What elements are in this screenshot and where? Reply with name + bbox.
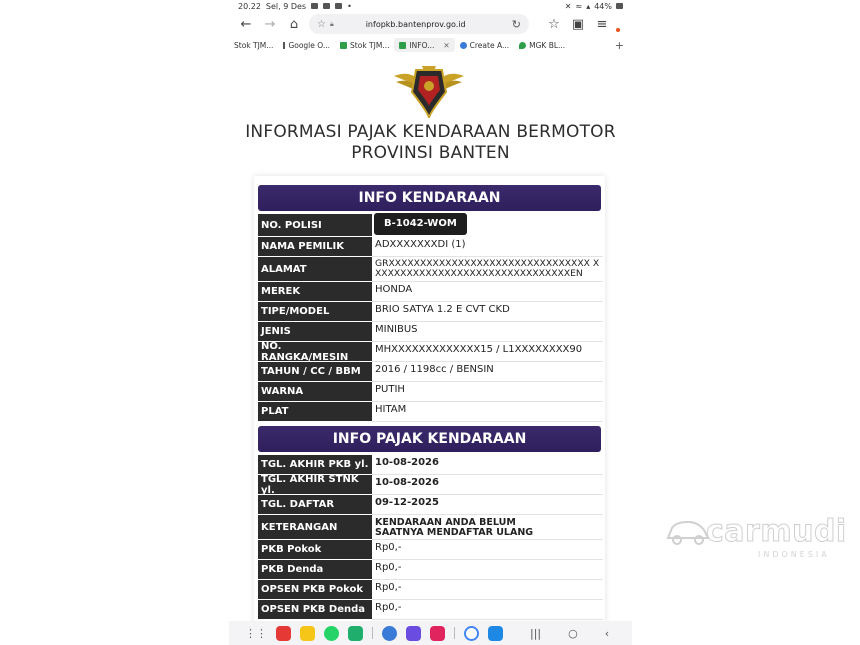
row-value: Rp0,- <box>372 580 603 600</box>
tab-5[interactable] <box>514 38 570 52</box>
tab-label: INFO... <box>409 40 435 50</box>
tab-3-active[interactable] <box>394 38 454 52</box>
tab-2[interactable] <box>335 38 394 52</box>
app-icon-yellow[interactable] <box>300 626 315 641</box>
battery-icon <box>616 3 623 9</box>
row-label: OPSEN PKB Pokok <box>258 580 372 600</box>
row-label: TAHUN / CC / BBM <box>258 362 372 382</box>
row-opsen-pkb-pokok <box>258 580 603 600</box>
row-no-polisi <box>258 214 603 237</box>
mute-icon: ✕ <box>564 1 572 11</box>
row-label: PKB Pokok <box>258 540 372 560</box>
row-value: GRXXXXXXXXXXXXXXXXXXXXXXXXXXXXXXXX XXXXXXXXXXXXXXXXXXXXXXXXXXXXXXXXEN <box>372 257 603 282</box>
page-title-line2: PROVINSI BANTEN <box>351 143 510 163</box>
section-header-info-kendaraan: INFO KENDARAAN <box>258 185 601 211</box>
tab-favicon-icon <box>283 42 285 49</box>
status-date: Sel, 9 Des <box>265 1 307 11</box>
tabs-overview-icon[interactable]: ▣ <box>571 16 585 32</box>
new-tab-icon[interactable]: + <box>614 38 624 52</box>
reload-icon[interactable]: ↻ <box>511 17 521 31</box>
row-keterangan <box>258 515 603 540</box>
row-label: NO. RANGKA/MESIN <box>258 342 372 362</box>
app-icon-red[interactable] <box>276 626 291 641</box>
app-grid-icon[interactable]: ⋮⋮ <box>245 626 267 640</box>
back-arrow-icon[interactable]: ← <box>240 16 252 32</box>
lock-icon[interactable]: 🔒︎ <box>329 19 334 28</box>
row-value: 2016 / 1198cc / BENSIN <box>372 362 603 382</box>
tab-1[interactable] <box>278 38 335 52</box>
menu-badge-dot <box>616 28 620 32</box>
row-tgl-daftar <box>258 495 603 515</box>
row-value: KENDARAAN ANDA BELUM SAATNYA MENDAFTAR ULANG <box>372 515 603 540</box>
edge-favicon-icon <box>460 42 467 49</box>
favorite-star-icon[interactable]: ☆ <box>548 16 560 32</box>
row-tipe-model <box>258 302 603 322</box>
messages-icon[interactable] <box>382 626 397 641</box>
tab-label: Create A... <box>469 40 510 50</box>
home-button-icon[interactable]: ○ <box>568 626 578 640</box>
tablet-screen <box>229 0 632 645</box>
row-label: TGL. AKHIR PKB yl. <box>258 455 372 475</box>
bookmark-star-icon[interactable]: ☆ <box>317 18 326 30</box>
row-pkb-denda <box>258 560 603 580</box>
wifi-icon: ≈ <box>575 1 583 11</box>
tab-4[interactable] <box>455 38 514 52</box>
whatsapp-icon[interactable] <box>324 626 339 641</box>
url-text[interactable]: infopkb.bantenprov.go.id <box>365 19 466 29</box>
web-page <box>229 54 632 621</box>
bottom-nav-bar <box>229 621 632 645</box>
row-label: TIPE/MODEL <box>258 302 372 322</box>
row-warna <box>258 382 603 402</box>
row-value: HONDA <box>372 282 603 302</box>
status-bar <box>229 0 632 12</box>
vehicle-info-card <box>254 176 605 636</box>
app-icon-pink[interactable] <box>430 626 445 641</box>
watermark-brand: carmudi <box>706 514 847 549</box>
row-tahun-cc-bbm <box>258 362 603 382</box>
back-button-icon[interactable]: ‹ <box>604 626 610 640</box>
dock-divider <box>372 627 373 639</box>
tab-label: MGK BL... <box>529 40 566 50</box>
row-plat <box>258 402 603 422</box>
row-value: 10-08-2026 <box>372 475 603 495</box>
samsat-logo-icon <box>392 62 466 120</box>
row-label: PLAT <box>258 402 372 422</box>
app-icon-blue[interactable] <box>488 626 503 641</box>
sheets-favicon-icon <box>340 42 347 49</box>
tab-label: Stok TJM... <box>350 40 390 50</box>
row-label: TGL. DAFTAR <box>258 495 372 515</box>
watermark-sub: INDONESIA <box>758 550 830 559</box>
plate-number-badge: B-1042-WOM <box>374 213 467 235</box>
row-label: OPSEN PKB Denda <box>258 600 372 620</box>
tab-0[interactable] <box>229 38 278 52</box>
row-label: WARNA <box>258 382 372 402</box>
maps-pin-favicon-icon <box>519 42 526 49</box>
tab-label: Google O... <box>288 40 331 50</box>
row-alamat <box>258 257 603 282</box>
mail-icon <box>311 3 318 9</box>
row-value: MHXXXXXXXXXXXXX15 / L1XXXXXXXX90 <box>372 342 603 362</box>
app-icon-purple[interactable] <box>406 626 421 641</box>
row-value: Rp0,- <box>372 560 603 580</box>
row-label: TGL. AKHIR STNK yl. <box>258 475 372 495</box>
signal-icon: ▴ <box>586 1 591 11</box>
row-label: KETERANGAN <box>258 515 372 540</box>
row-label: ALAMAT <box>258 257 372 282</box>
gallery-icon <box>323 3 330 9</box>
row-tgl-akhir-pkb <box>258 455 603 475</box>
recents-icon[interactable]: ||| <box>530 626 542 640</box>
row-label: NAMA PEMILIK <box>258 237 372 257</box>
status-time: 20.22 <box>238 1 261 11</box>
tab-label: Stok TJM... <box>234 40 274 50</box>
sheets-favicon-icon <box>399 42 406 49</box>
row-value: HITAM <box>372 402 603 422</box>
row-value: ADXXXXXXXDI (1) <box>372 237 603 257</box>
browser-toolbar <box>229 12 632 36</box>
row-value: MINIBUS <box>372 322 603 342</box>
cloud-icon <box>335 3 342 9</box>
row-merek <box>258 282 603 302</box>
row-opsen-pkb-denda <box>258 600 603 620</box>
row-value: Rp0,- <box>372 600 603 620</box>
row-value: PUTIH <box>372 382 603 402</box>
row-value: Rp0,- <box>372 540 603 560</box>
car-logo-icon <box>666 516 710 550</box>
row-value <box>372 214 603 237</box>
carmudi-watermark <box>666 510 846 570</box>
row-no-rangka-mesin <box>258 342 603 362</box>
row-value: 09-12-2025 <box>372 495 603 515</box>
page-title-line1: INFORMASI PAJAK KENDARAAN BERMOTOR <box>245 122 616 142</box>
row-tgl-akhir-stnk <box>258 475 603 495</box>
row-value: 10-08-2026 <box>372 455 603 475</box>
row-pkb-pokok <box>258 540 603 560</box>
battery-level: 44% <box>594 1 612 11</box>
page-title <box>229 122 632 164</box>
row-label: JENIS <box>258 322 372 342</box>
section-header-info-pajak: INFO PAJAK KENDARAAN <box>258 426 601 452</box>
menu-icon[interactable]: ≡ <box>596 16 608 32</box>
row-value: BRIO SATYA 1.2 E CVT CKD <box>372 302 603 322</box>
app-icon-green[interactable] <box>348 626 363 641</box>
home-icon[interactable]: ⌂ <box>289 16 299 32</box>
close-tab-icon[interactable]: ✕ <box>443 40 450 50</box>
row-nama-pemilik <box>258 237 603 257</box>
forward-arrow-icon[interactable]: → <box>264 16 276 32</box>
google-icon[interactable] <box>464 626 479 641</box>
row-label: MEREK <box>258 282 372 302</box>
row-label: PKB Denda <box>258 560 372 580</box>
url-bar[interactable] <box>309 14 529 34</box>
tab-strip <box>229 37 632 53</box>
row-label: NO. POLISI <box>258 214 372 237</box>
notification-dot-icon: • <box>347 1 352 11</box>
row-jenis <box>258 322 603 342</box>
dock-divider <box>454 627 455 639</box>
